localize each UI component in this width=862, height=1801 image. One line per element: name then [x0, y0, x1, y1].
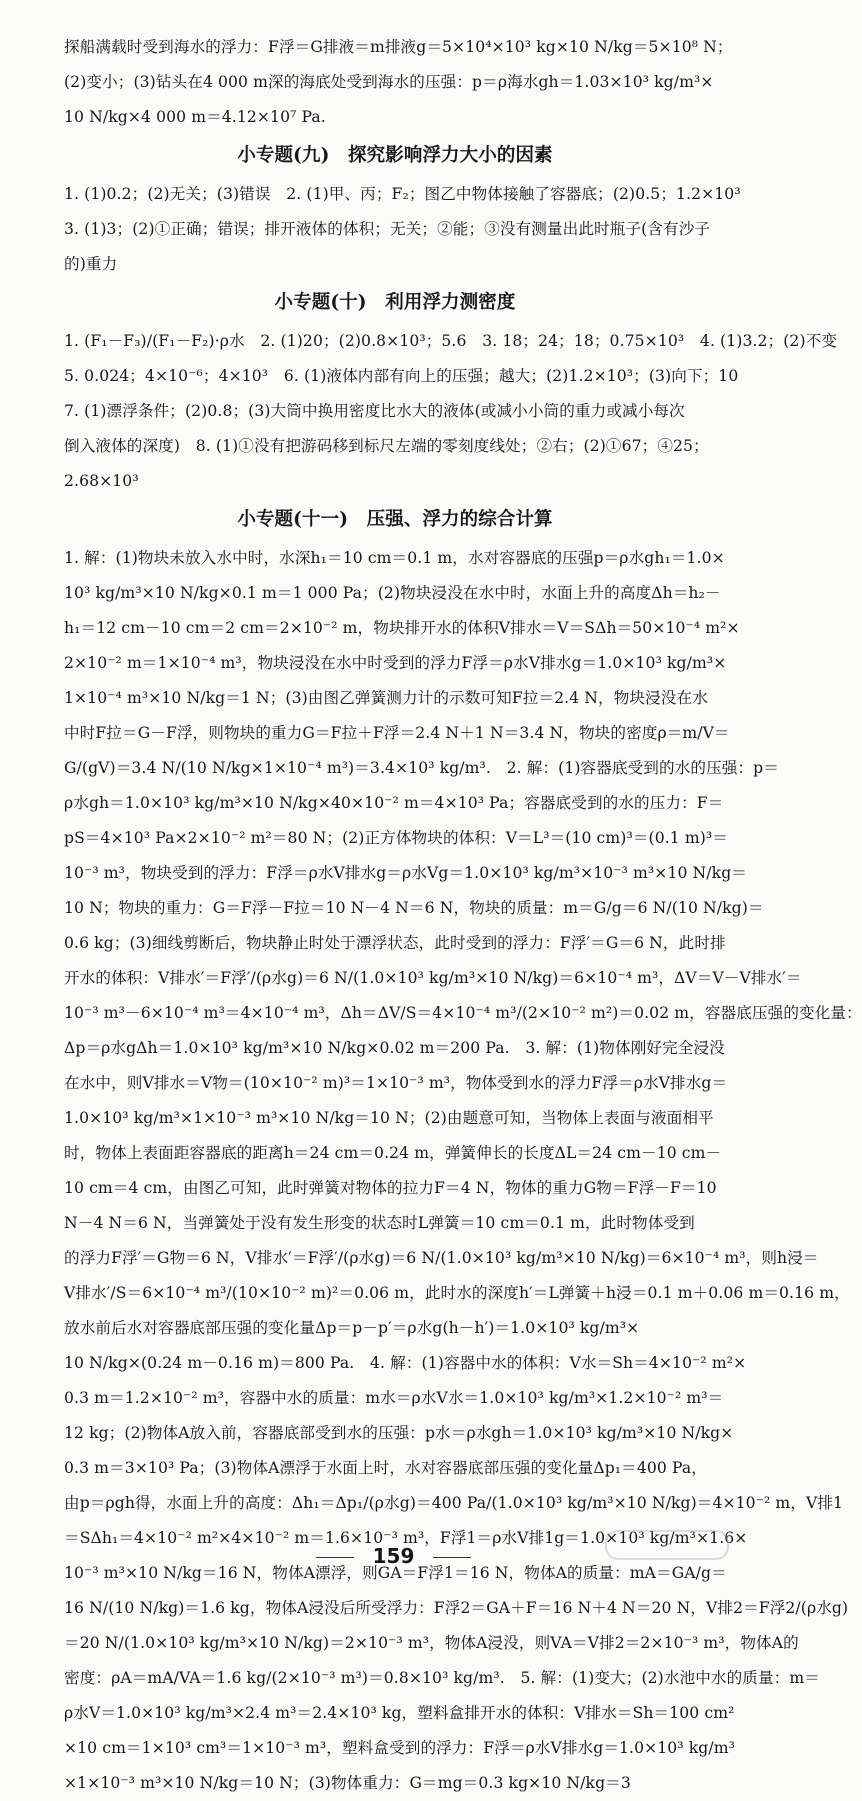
- text-line: 1. 解：(1)物块未放入水中时，水深h₁＝10 cm＝0.1 m，水对容器底的压强p＝ρ水gh₁＝1.0×: [64, 549, 725, 567]
- text-line: Δp＝ρ水gΔh＝1.0×10³ kg/m³×10 N/kg×0.02 m＝200 Pa. 3. 解：(1)物体刚好完全浸没: [64, 1039, 725, 1057]
- text-line: 在水中，则V排水＝V物＝(10×10⁻² m)³＝1×10⁻³ m³，物体受到水的浮力F浮＝ρ水V排水g＝: [64, 1074, 728, 1092]
- text-line: 10³ kg/m³×10 N/kg×0.1 m＝1 000 Pa；(2)物块浸没在水中时，水面上升的高度Δh＝h₂－: [64, 584, 721, 602]
- text-line: ρ水gh＝1.0×10³ kg/m³×10 N/kg×40×10⁻² m＝4×10³ Pa；容器底受到的水的压力：F＝: [64, 794, 724, 812]
- text-line: 3. (1)3；(2)①正确；错误；排开液体的体积；无关；②能；③没有测量出此时瓶子(含有沙子: [64, 220, 711, 238]
- text-line: 16 N/(10 N/kg)＝1.6 kg，物体A浸没后所受浮力：F浮2＝GA＋F＝16 N＋4 N＝20 N，V排2＝F浮2/(ρ水g): [64, 1599, 849, 1617]
- text-line: ＝SΔh₁＝4×10⁻² m²×4×10⁻² m＝1.6×10⁻³ m³，F浮1＝ρ水V排1g＝1.0×10³ kg/m³×1.6×: [64, 1529, 748, 1547]
- text-line: G/(gV)＝3.4 N/(10 N/kg×1×10⁻⁴ m³)＝3.4×10³ kg/m³. 2. 解：(1)容器底受到的水的压强：p＝: [64, 759, 779, 777]
- text-line: 2.68×10³: [64, 472, 139, 490]
- text-line: V排水′/S＝6×10⁻⁴ m³/(10×10⁻² m)²＝0.06 m，此时水的深度h′＝L弹簧＋h浸＝0.1 m＋0.06 m＝0.16 m，: [64, 1284, 850, 1302]
- text-line: 5. 0.024；4×10⁻⁶；4×10³ 6. (1)液体内部有向上的压强；越大；(2)1.2×10³；(3)向下；10: [64, 367, 739, 385]
- text-line: ＝20 N/(1.0×10³ kg/m³×10 N/kg)＝2×10⁻³ m³，物体A浸没，则VA＝V排2＝2×10⁻³ m³，物体A的: [64, 1634, 799, 1652]
- footer-rule-left: [316, 1557, 354, 1558]
- text-line: 开水的体积：V排水′＝F浮′/(ρ水g)＝6 N/(1.0×10³ kg/m³×10 N/kg)＝6×10⁻⁴ m³，ΔV＝V－V排水′＝: [64, 969, 802, 987]
- section-9-answers: [64, 177, 741, 282]
- text-line: 0.6 kg；(3)细线剪断后，物块静止时处于漂浮状态，此时受到的浮力：F浮′＝G＝6 N，此时排: [64, 934, 726, 952]
- text-line: 7. (1)漂浮条件；(2)0.8；(3)大筒中换用密度比水大的液体(或减小小筒的重力或减小每次: [64, 402, 685, 420]
- text-line: 0.3 m＝1.2×10⁻² m³，容器中水的质量：m水＝ρ水V水＝1.0×10³ kg/m³×1.2×10⁻² m³＝: [64, 1389, 724, 1407]
- text-line: (2)变小；(3)钻头在4 000 m深的海底处受到海水的压强：p＝ρ海水gh＝1.03×10³ kg/m³×: [64, 73, 714, 91]
- text-line: 10 N/kg×(0.24 m－0.16 m)＝800 Pa. 4. 解：(1)容器中水的体积：V水＝Sh＝4×10⁻² m²×: [64, 1354, 747, 1372]
- page-number: 159: [372, 1544, 415, 1568]
- section-heading-9: 小专题(九) 探究影响浮力大小的因素: [237, 145, 553, 166]
- text-line: 10 cm＝4 cm，由图乙可知，此时弹簧对物体的拉力F＝4 N，物体的重力G物＝F浮－F＝10: [64, 1179, 717, 1197]
- text-line: 中时F拉＝G－F浮，则物块的重力G＝F拉＋F浮＝2.4 N＋1 N＝3.4 N，物块的密度ρ＝m/V＝: [64, 724, 730, 742]
- text-line: ×1×10⁻³ m³×10 N/kg＝10 N；(3)物体重力：G＝mg＝0.3 kg×10 N/kg＝3: [64, 1774, 631, 1792]
- text-line: 0.3 m＝3×10³ Pa；(3)物体A漂浮于水面上时，水对容器底部压强的变化量Δp₁＝400 Pa，: [64, 1459, 707, 1477]
- text-line: 2×10⁻² m＝1×10⁻⁴ m³，物块浸没在水中时受到的浮力F浮＝ρ水V排水g＝1.0×10³ kg/m³×: [64, 654, 727, 672]
- text-line: ρ水V＝1.0×10³ kg/m³×2.4 m³＝2.4×10³ kg，塑料盒排开水的体积：V排水＝Sh＝100 cm²: [64, 1704, 735, 1722]
- text-line: 10 N/kg×4 000 m＝4.12×10⁷ Pa.: [64, 108, 326, 126]
- text-line: 时，物体上表面距容器底的距离h＝24 cm＝0.24 m，弹簧伸长的长度ΔL＝24 cm－10 cm－: [64, 1144, 722, 1162]
- text-line: 密度：ρA＝mA/VA＝1.6 kg/(2×10⁻³ m³)＝0.8×10³ kg/m³. 5. 解：(1)变大；(2)水池中水的质量：m＝: [64, 1669, 820, 1687]
- text-line: 放水前后水对容器底部压强的变化量Δp＝p－p′＝ρ水g(h－h′)＝1.0×10³ kg/m³×: [64, 1319, 640, 1337]
- section-10-answers: [64, 324, 838, 499]
- text-line: 1.0×10³ kg/m³×1×10⁻³ m³×10 N/kg＝10 N；(2)由题意可知，当物体上表面与液面相平: [64, 1109, 714, 1127]
- text-line: N－4 N＝6 N，当弹簧处于没有发生形变的状态时L弹簧＝10 cm＝0.1 m，此时物体受到: [64, 1214, 695, 1232]
- text-line: 10⁻³ m³，物块受到的浮力：F浮＝ρ水V排水g＝ρ水Vg＝1.0×10³ kg/m³×10⁻³ m³×10 N/kg＝: [64, 864, 747, 882]
- text-line: 10 N；物块的重力：G＝F浮－F拉＝10 N－4 N＝6 N，物块的质量：m＝G/g＝6 N/(10 N/kg)＝: [64, 899, 764, 917]
- text-line: 1. (F₁－F₃)/(F₁－F₂)·ρ水 2. (1)20；(2)0.8×10³；5.6 3. 18；24；18；0.75×10³ 4. (1)3.2；(2)不变: [64, 332, 838, 350]
- text-line: 1. (1)0.2；(2)无关；(3)错误 2. (1)甲、丙；F₂；图乙中物体接触了容器底；(2)0.5；1.2×10³: [64, 185, 741, 203]
- footer-rule-right: [433, 1557, 471, 1558]
- text-line: 的)重力: [64, 255, 118, 273]
- text-line: h₁＝12 cm－10 cm＝2 cm＝2×10⁻² m，物块排开水的体积V排水＝V＝SΔh＝50×10⁻⁴ m²×: [64, 619, 740, 637]
- section-heading-11: 小专题(十一) 压强、浮力的综合计算: [237, 509, 553, 530]
- text-line: 倒入液体的深度) 8. (1)①没有把游码移到标尺左端的零刻度线处；②右；(2)①67；④25；: [64, 437, 709, 455]
- text-line: pS＝4×10³ Pa×2×10⁻² m²＝80 N；(2)正方体物块的体积：V＝L³＝(10 cm)³＝(0.1 m)³＝: [64, 829, 728, 847]
- text-line: 12 kg；(2)物体A放入前，容器底部受到水的压强：p水＝ρ水gh＝1.0×10³ kg/m³×10 N/kg×: [64, 1424, 734, 1442]
- text-line: 探船满载时受到海水的浮力：F浮＝G排液＝m排液g＝5×10⁴×10³ kg×10 N/kg＝5×10⁸ N；: [64, 38, 733, 56]
- section-intro: [64, 30, 733, 135]
- watermark-stamp-icon: [605, 1530, 729, 1560]
- text-line: 10⁻³ m³－6×10⁻⁴ m³＝4×10⁻⁴ m³，Δh＝ΔV/S＝4×10⁻⁴ m³/(2×10⁻² m²)＝0.02 m，容器底压强的变化量：: [64, 1004, 862, 1022]
- text-line: 的浮力F浮′＝G物＝6 N，V排水′＝F浮′/(ρ水g)＝6 N/(1.0×10³ kg/m³×10 N/kg)＝6×10⁻⁴ m³，则h浸＝: [64, 1249, 819, 1267]
- text-line: 10⁻³ m³×10 N/kg＝16 N，物体A漂浮，则GA＝F浮1＝16 N，物体A的质量：mA＝GA/g＝: [64, 1564, 727, 1582]
- text-line: 1×10⁻⁴ m³×10 N/kg＝1 N；(3)由图乙弹簧测力计的示数可知F拉＝2.4 N，物块浸没在水: [64, 689, 708, 707]
- text-line: ×10 cm＝1×10³ cm³＝1×10⁻³ m³，塑料盒受到的浮力：F浮＝ρ水V排水g＝1.0×10³ kg/m³: [64, 1739, 735, 1757]
- text-line: 由p＝ρgh得，水面上升的高度：Δh₁＝Δp₁/(ρ水g)＝400 Pa/(1.0×10³ kg/m³×10 N/kg)＝4×10⁻² m，V排1: [64, 1494, 844, 1512]
- section-11-answers: [64, 541, 862, 1801]
- section-heading-10: 小专题(十) 利用浮力测密度: [274, 292, 516, 313]
